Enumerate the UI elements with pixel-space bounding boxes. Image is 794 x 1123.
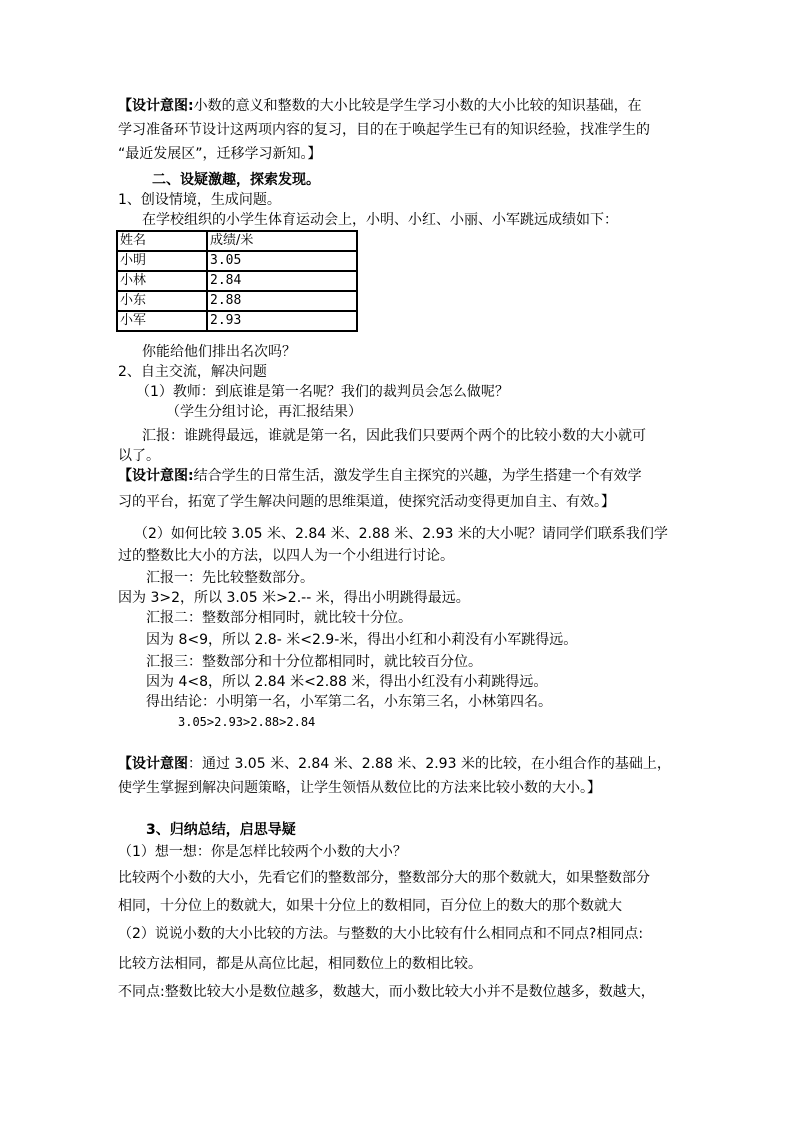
table-header-row <box>117 231 357 251</box>
score-table <box>116 230 358 332</box>
header-score: 成绩/米 <box>207 231 357 251</box>
cell-name: 小军 <box>117 311 207 331</box>
conclusion: 得出结论：小明第一名，小军第二名，小东第三名，小林第四名。 <box>146 694 552 710</box>
discuss-question: （2）说说小数的大小比较的方法。与整数的大小比较有什么相同点和不同点?相同点: <box>118 926 644 942</box>
answer-2-line1: 比较方法相同，都是从高位比起，相同数位上的数相比较。 <box>118 956 482 972</box>
answer-1-line2: 相同，十分位上的数就大，如果十分位上的数相同，百分位上的数大的那个数就大 <box>118 898 622 914</box>
answer-2-line2: 不同点:整数比较大小是数位越多，数越大，而小数比较大小并不是数位越多，数越大， <box>118 984 655 1000</box>
question-2-line2: 过的整数比大小的方法，以四人为一个小组进行讨论。 <box>118 548 454 564</box>
teacher-question: （1）教师：到底谁是第一名呢？我们的裁判员会怎么做呢？ <box>136 384 509 400</box>
question-2-line1: （2）如何比较 3.05 米、2.84 米、2.88 米、2.93 米的大小呢？请同学们联系我们学 <box>134 526 668 542</box>
design-intent-3 <box>118 754 671 774</box>
table-row <box>117 251 357 271</box>
design-intent-text: 小数的意义和整数的大小比较是学生学习小数的大小比较的知识基础，在 <box>193 98 642 114</box>
cell-name: 小东 <box>117 291 207 311</box>
table-row <box>117 311 357 331</box>
report-three: 汇报三：整数部分和十分位都相同时，就比较百分位。 <box>146 654 482 670</box>
answer-1-line1: 比较两个小数的大小，先看它们的整数部分，整数部分大的那个数就大，如果整数部分 <box>118 870 650 886</box>
design-intent-1-line3: “最近发展区”，迁移学习新知。】 <box>118 146 322 162</box>
section-heading-3: 3、归纳总结，启思导疑 <box>146 822 296 838</box>
cell-score: 2.88 <box>207 291 357 311</box>
design-intent-label: 【设计意图 <box>118 756 188 772</box>
ranking-question: 你能给他们排出名次吗？ <box>142 344 296 360</box>
step-2-title: 2、自主交流，解决问题 <box>118 364 267 380</box>
report-three-detail: 因为 4<8，所以 2.84 米<2.88 米，得出小红没有小莉跳得远。 <box>146 674 548 690</box>
design-intent-3-line2: 使学生掌握到解决问题策略，让学生领悟从数位比的方法来比较小数的大小。】 <box>118 780 601 796</box>
design-intent-2-line2: 习的平台，拓宽了学生解决问题的思维渠道，使探究活动变得更加自主、有效。】 <box>118 494 615 510</box>
cell-name: 小明 <box>117 251 207 271</box>
cell-score: 3.05 <box>207 251 357 271</box>
section-heading-2: 二、设疑激趣，探索发现。 <box>152 172 320 188</box>
intro-text: 在学校组织的小学生体育运动会上，小明、小红、小丽、小军跳远成绩如下： <box>142 212 618 228</box>
header-name: 姓名 <box>117 231 207 251</box>
cell-score: 2.84 <box>207 271 357 291</box>
design-intent-label: 【设计意图: <box>118 98 194 114</box>
design-intent-2 <box>118 466 642 486</box>
table-row <box>117 291 357 311</box>
cell-name: 小林 <box>117 271 207 291</box>
cell-score: 2.93 <box>207 311 357 331</box>
report-two-detail: 因为 8<9，所以 2.8- 米<2.9-米，得出小红和小莉没有小军跳得远。 <box>146 632 578 648</box>
report-line-1: 汇报：谁跳得最远，谁就是第一名，因此我们只要两个两个的比较小数的大小就可 <box>142 428 646 444</box>
design-intent-1 <box>118 96 642 116</box>
step-1-title: 1、创设情境，生成问题。 <box>118 192 281 208</box>
student-discussion-note: （学生分组讨论，再汇报结果） <box>166 404 362 420</box>
report-two: 汇报二：整数部分相同时，就比较十分位。 <box>146 610 412 626</box>
report-line-2: 以了。 <box>118 448 160 464</box>
think-question: （1）想一想：你是怎样比较两个小数的大小？ <box>118 844 407 860</box>
table-row <box>117 271 357 291</box>
design-intent-text: ：通过 3.05 米、2.84 米、2.88 米、2.93 米的比较，在小组合作的基础上， <box>188 756 671 772</box>
ranking-order: 3.05>2.93>2.88>2.84 <box>178 715 316 729</box>
design-intent-label: 【设计意图: <box>118 468 194 484</box>
design-intent-1-line2: 学习准备环节设计这两项内容的复习，目的在于唤起学生已有的知识经验，找准学生的 <box>118 122 650 138</box>
report-one-detail: 因为 3>2，所以 3.05 米>2.-- 米，得出小明跳得最远。 <box>118 590 470 606</box>
report-one: 汇报一：先比较整数部分。 <box>146 570 314 586</box>
design-intent-text: 结合学生的日常生活，激发学生自主探究的兴趣，为学生搭建一个有效学 <box>193 468 642 484</box>
